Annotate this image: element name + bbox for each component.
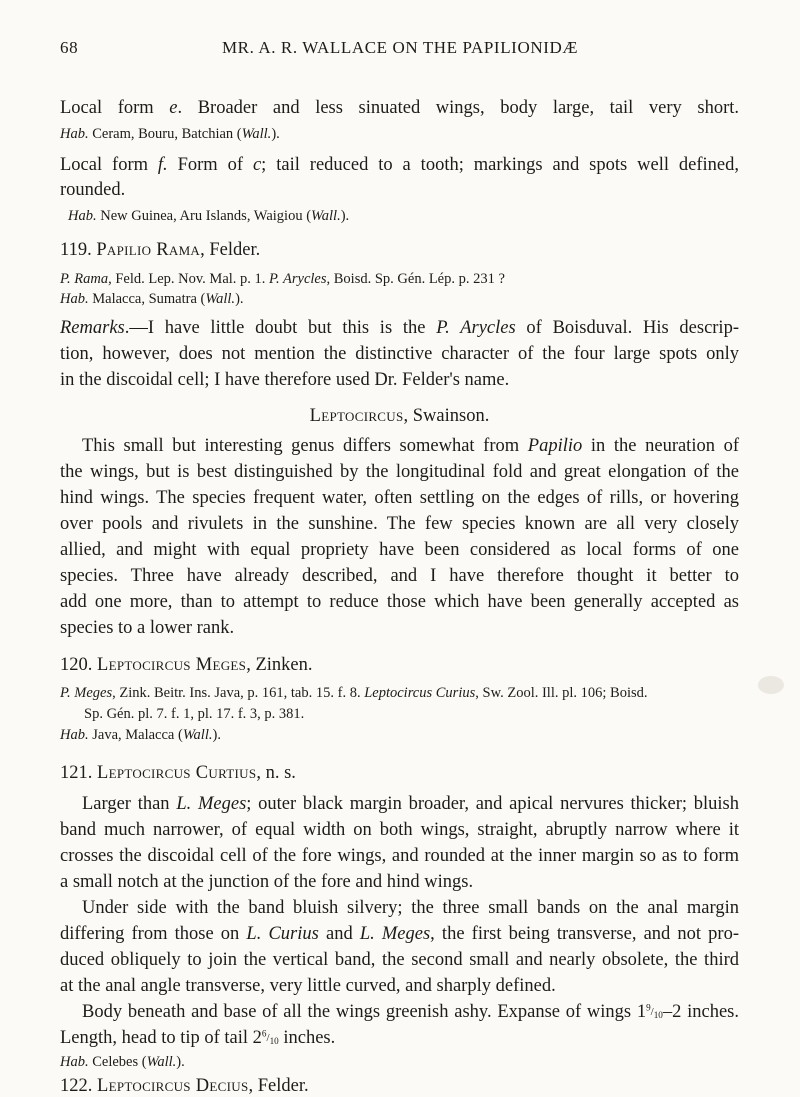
text-run: Celebes (	[88, 1054, 147, 1070]
paragraph-line: duced obliquely to join the vertical band, the second small and nearly obsolete, the third	[60, 950, 739, 970]
text-run: , Swainson.	[403, 406, 490, 426]
species-heading-121	[60, 763, 296, 784]
hab-label: Hab.	[60, 1054, 89, 1070]
species-name: Leptocircus Decius	[97, 1076, 249, 1096]
text-run: in the neuration of	[582, 436, 739, 456]
paragraph-line: Under side with the band bluish silvery; the three small bands on the anal margin	[82, 898, 739, 918]
habitat-line	[60, 126, 280, 143]
italic-run: Papilio	[527, 436, 583, 456]
species-number: 121.	[60, 763, 97, 783]
text-run: inches.	[278, 1028, 336, 1048]
habitat-line	[60, 727, 221, 744]
italic-run: P. Arycles	[269, 271, 327, 287]
genus-name: Leptocircus	[309, 406, 404, 426]
text-run: ; outer black margin broader, and apical nervures thicker; bluish	[246, 794, 740, 814]
italic-run: c	[252, 155, 262, 175]
italic-run: Remarks	[60, 318, 125, 338]
species-heading-120	[60, 655, 312, 676]
italic-run: L. Meges	[359, 924, 431, 944]
text-run: . Broader and less sinuated wings, body large, tail very short.	[177, 98, 740, 118]
text-run: , Zink. Beitr. Ins. Java, p. 161, tab. 15. f. 8.	[112, 685, 365, 701]
denominator: 10	[653, 1010, 663, 1021]
text-run: differing from those on	[60, 924, 247, 944]
text-run: ; tail reduced to a tooth; markings and spots well defined,	[261, 155, 740, 175]
text-run: This small but interesting genus differs somewhat from	[82, 436, 528, 456]
text-run: ).	[235, 291, 244, 307]
numerator: 6	[261, 1028, 267, 1039]
text-run: , Zinken.	[246, 655, 313, 675]
text-run: Local form	[60, 98, 170, 118]
fraction: $^9/_{10}$	[646, 1002, 663, 1021]
paragraph-line: over pools and rivulets in the sunshine. The few species known are all very closely	[60, 514, 739, 534]
genus-paragraph	[82, 436, 739, 457]
citation-line	[60, 685, 648, 702]
paragraph-line: hind wings. The species frequent water, often settling on the edges of rills, or hovering	[60, 488, 739, 508]
species-number: 119.	[60, 240, 97, 260]
habitat-line	[60, 1054, 185, 1071]
paper-stain	[758, 676, 784, 694]
species-name: Leptocircus Curtius	[97, 763, 257, 783]
paragraph-line: a small notch at the junction of the fore and hind wings.	[60, 872, 474, 892]
text-run: Body beneath and base of all the wings greenish ashy. Expanse of wings 1	[82, 1002, 647, 1022]
running-title: MR. A. R. WALLACE ON THE PAPILIONIDÆ	[221, 38, 579, 57]
paragraph-line: the wings, but is best distinguished by the longitudinal fold and great elongation of the	[60, 462, 739, 482]
text-run: New Guinea, Aru Islands, Waigiou (	[96, 208, 312, 224]
measurements-line	[82, 1002, 739, 1023]
text-run: , the first being transverse, and not pro-	[430, 924, 740, 944]
italic-run: Wall.	[241, 126, 272, 142]
hab-label: Hab.	[60, 126, 89, 142]
text-run: ).	[176, 1054, 185, 1070]
text-run: of Boisduval. His descrip-	[515, 318, 739, 338]
hab-label: Hab.	[68, 208, 97, 224]
denominator: 10	[269, 1036, 279, 1047]
text-run: ).	[212, 727, 221, 743]
italic-run: Wall.	[146, 1054, 177, 1070]
paragraph-line: tion, however, does not mention the distinctive character of the four large spots only	[60, 344, 739, 364]
page-number: 68	[60, 38, 79, 57]
species-name: Leptocircus Meges	[97, 655, 247, 675]
text-run: and	[318, 924, 360, 944]
habitat-line	[68, 208, 349, 225]
paragraph-line: rounded.	[60, 180, 126, 200]
citation-line: Sp. Gén. pl. 7. f. 1, pl. 17. f. 3, p. 381.	[84, 706, 305, 722]
text-run: , Felder.	[200, 240, 261, 260]
text-run: Java, Malacca (	[88, 727, 183, 743]
italic-run: f.	[157, 155, 168, 175]
text-run: , Boisd. Sp. Gén. Lép. p. 231 ?	[326, 271, 505, 287]
italic-run: P. Meges	[60, 685, 113, 701]
paragraph-line: allied, and might with equal propriety have been considered as local forms of one	[60, 540, 739, 560]
text-run: Larger than	[82, 794, 177, 814]
paragraph-line: crosses the discoidal cell of the fore wings, and rounded at the inner margin so as to form	[60, 846, 739, 866]
hab-label: Hab.	[60, 291, 89, 307]
species-heading-119	[60, 240, 260, 261]
species-heading-122	[60, 1076, 309, 1097]
text-run: Form of	[167, 155, 253, 175]
measurements-line	[60, 1028, 335, 1049]
text-run: , Feld. Lep. Nov. Mal. p. 1.	[108, 271, 270, 287]
text-run: –2 inches.	[662, 1002, 740, 1022]
italic-run: P. Rama	[60, 271, 109, 287]
paragraph-line: at the anal angle transverse, very little curved, and sharply defined.	[60, 976, 556, 996]
italic-run: Wall.	[182, 727, 213, 743]
italic-run: P. Arycles	[436, 318, 516, 338]
species-number: 120.	[60, 655, 97, 675]
paragraph-line: species to a lower rank.	[60, 618, 235, 638]
local-form-f-text	[60, 155, 739, 176]
text-run: , Sw. Zool. Ill. pl. 106; Boisd.	[475, 685, 648, 701]
species-number: 122.	[60, 1076, 97, 1096]
italic-run: Wall.	[311, 208, 341, 224]
text-run: ).	[340, 208, 350, 224]
genus-heading	[60, 406, 739, 427]
local-form-e-text	[60, 98, 739, 119]
paragraph-line: band much narrower, of equal width on both wings, straight, abruptly narrow where it	[60, 820, 739, 840]
text-run: Ceram, Bouru, Batchian (	[88, 126, 242, 142]
numerator: 9	[646, 1002, 651, 1013]
italic-run: Leptocircus Curius	[364, 685, 476, 701]
italic-run: Wall.	[205, 291, 236, 307]
italic-run: L. Curius	[246, 924, 319, 944]
text-run: Malacca, Sumatra (	[88, 291, 206, 307]
text-run: , n. s.	[256, 763, 296, 783]
paragraph-line	[60, 924, 739, 945]
description-paragraph	[82, 794, 739, 815]
habitat-line	[60, 291, 244, 308]
italic-run: L. Meges	[176, 794, 247, 814]
italic-run: e	[169, 98, 178, 118]
text-run: ).	[271, 126, 280, 142]
hab-label: Hab.	[60, 727, 89, 743]
text-run: Local form	[60, 155, 158, 175]
remarks-paragraph	[60, 318, 739, 339]
paragraph-line: add one more, than to attempt to reduce those which have been generally accepted as	[60, 592, 739, 612]
citation-line	[60, 271, 505, 288]
fraction: $^6/_{10}$	[261, 1028, 279, 1047]
paragraph-line: in the discoidal cell; I have therefore used Dr. Felder's name.	[60, 370, 510, 390]
paragraph-line: species. Three have already described, and I have therefore thought it better to	[60, 566, 739, 586]
text-run: .—I have little doubt but this is the	[124, 318, 437, 338]
species-name: Papilio Rama	[96, 240, 201, 260]
text-run: , Felder.	[248, 1076, 309, 1096]
text-run: Length, head to tip of tail 2	[60, 1028, 262, 1048]
